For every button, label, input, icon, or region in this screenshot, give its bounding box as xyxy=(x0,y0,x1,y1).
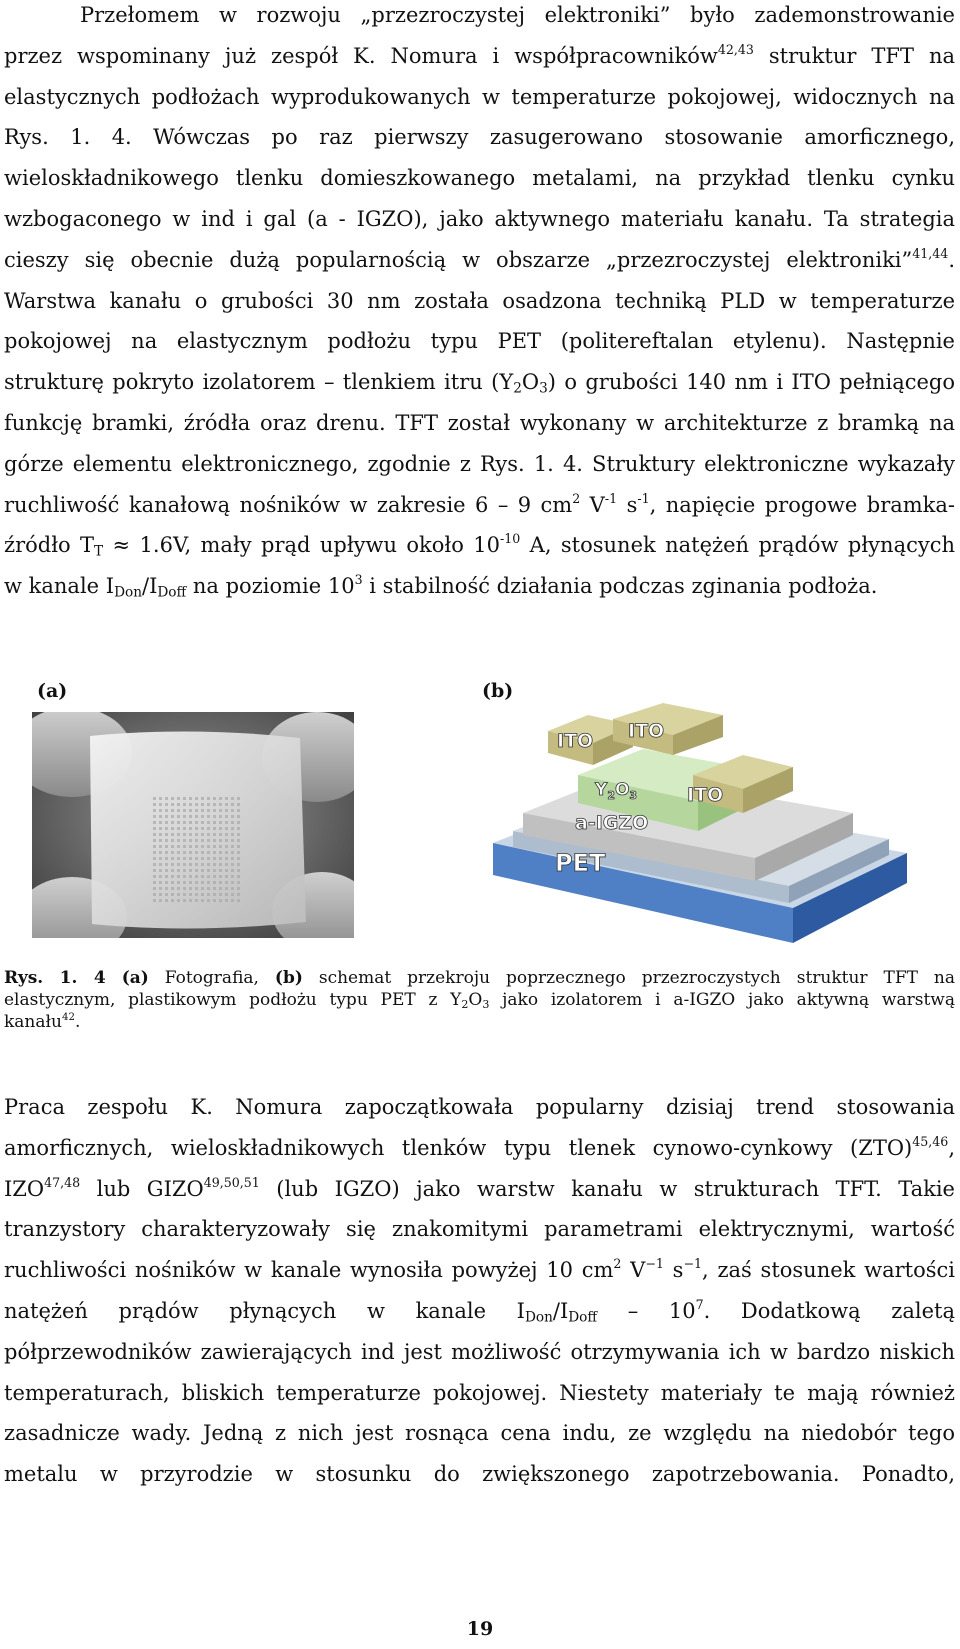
layer-label-substrate: PET xyxy=(555,849,606,877)
text-line: półprzewodników zawierających ind jest możliwość otrzymywania ich w bardzo niskich xyxy=(4,1339,955,1364)
text-line: cieszy się obecnie dużą popularnością w obszarze „przezroczystej elektroniki”$^{41,44}$. xyxy=(4,245,955,272)
text-line: Praca zespołu K. Nomura zapoczątkowała popularny dzisiaj trend stosowania xyxy=(4,1095,955,1119)
text-line: przez wspominany już zespół K. Nomura i współpracowników$^{42,43}$ struktur TFT na xyxy=(4,41,955,68)
text-line: natężeń prądów płynących w kanale $I_{Don}/I_{Doff} - 10^7$. Dodatkową zaletą xyxy=(4,1297,955,1326)
text-line: ruchliwości nośników w kanale wynosiła powyżej 10 $cm^2$ $V^{-1}$ $s^{-1}$, zaś stosunek wartości xyxy=(4,1256,955,1283)
text-line: amorficznych, wieloskładnikowych tlenków typu tlenek cynowo-cynkowy (ZTO)$^{45,46}$, xyxy=(4,1133,955,1160)
text-line: Przełomem w rozwoju „przezroczystej elektroniki” było zademonstrowanie xyxy=(80,3,955,27)
text-line: zasadnicze wady. Jedną z nich jest rosnąca cena indu, ze względu na niedobór tego xyxy=(4,1421,955,1446)
paragraph-2 xyxy=(4,1087,955,1495)
text-line: Warstwa kanału o grubości 30 nm została osadzona techniką PLD w temperaturze xyxy=(4,288,955,313)
layer-label-ito-left: ITO xyxy=(557,730,594,752)
text-line: wieloskładnikowego tlenku domieszkowanego metalami, na przykład tlenku cynku xyxy=(4,166,955,191)
photo-flexible-tft xyxy=(32,712,354,938)
text-line: wzbogaconego w ind i gal (a - IGZO), jako aktywnego materiału kanału. Ta strategia xyxy=(4,206,955,231)
page-number: 19 xyxy=(466,1618,494,1640)
text-line: IZO$^{47,48}$ lub GIZO$^{49,50,51}$ (lub IGZO) jako warstw kanału w strukturach TFT. Takie xyxy=(4,1174,955,1201)
layer-label-channel: a-IGZO xyxy=(575,812,649,834)
text-line: temperaturach, bliskich temperaturze pokojowej. Niestety materiały te mają również xyxy=(4,1380,955,1405)
text-line: metalu w przyrodzie w stosunku do zwiększonego zapotrzebowania. Ponadto, xyxy=(4,1462,955,1487)
caption-line: Rys. 1. 4 (a) Fotografia, (b) schemat przekroju poprzecznego przezroczystych struktur TFT na xyxy=(4,968,956,988)
paragraph-1 xyxy=(4,0,955,607)
text-line: pokojowej na elastycznym podłożu typu PET (politereftalan etylenu). Następnie xyxy=(4,329,955,354)
text-line: elastycznych podłożach wyprodukowanych w temperaturze pokojowej, widocznych na xyxy=(4,84,955,109)
tft-schematic xyxy=(493,703,907,945)
figure-caption xyxy=(4,967,955,1033)
text-line: w kanale $I_{Don}/I_{Doff}$ na poziomie $10^3$ i stabilność działania podczas zginania podłoża. xyxy=(4,572,878,601)
layer-label-ito-middle: ITO xyxy=(628,720,665,742)
figure-label-b: (b) xyxy=(482,680,514,702)
photo-illustration xyxy=(32,712,354,938)
layer-label-ito-right: ITO xyxy=(687,784,724,806)
text-line: funkcję bramki, źródła oraz drenu. TFT został wykonany w architekturze z bramką na xyxy=(4,410,955,435)
tft-cross-section-diagram xyxy=(493,703,907,945)
figure-label-a: (a) xyxy=(37,680,68,702)
text-line: strukturę pokryto izolatorem – tlenkiem itru $(Y_2O_3)$ o grubości 140 nm i ITO pełniącego xyxy=(4,370,955,397)
text-line: górze elementu elektronicznego, zgodnie z Rys. 1. 4. Struktury elektroniczne wykazały xyxy=(4,451,955,476)
text-line: ruchliwość kanałową nośników w zakresie 6 – 9 $cm^2$ $V^{-1}$ $s^{-1}$, napięcie progowe bramka- xyxy=(4,490,955,517)
text-line: tranzystory charakteryzowały się znakomitymi parametrami elektrycznymi, wartość xyxy=(4,1217,955,1242)
text-line: Rys. 1. 4. Wówczas po raz pierwszy zasugerowano stosowanie amorficznego, xyxy=(4,125,955,150)
text-line: źródło $T_T \approx 1.6V$, mały prąd upływu około $10^{-10}$ A, stosunek natężeń prądów płynących xyxy=(4,531,955,560)
caption-line: elastycznym, plastikowym podłożu typu PET z $Y_2O_3$ jako izolatorem i a-IGZO jako aktywną warstwą xyxy=(4,990,955,1011)
caption-line: kanału$^{42}$. xyxy=(4,1011,81,1032)
svg-text:Y2O3: $Y_2O_3$ xyxy=(595,780,638,802)
